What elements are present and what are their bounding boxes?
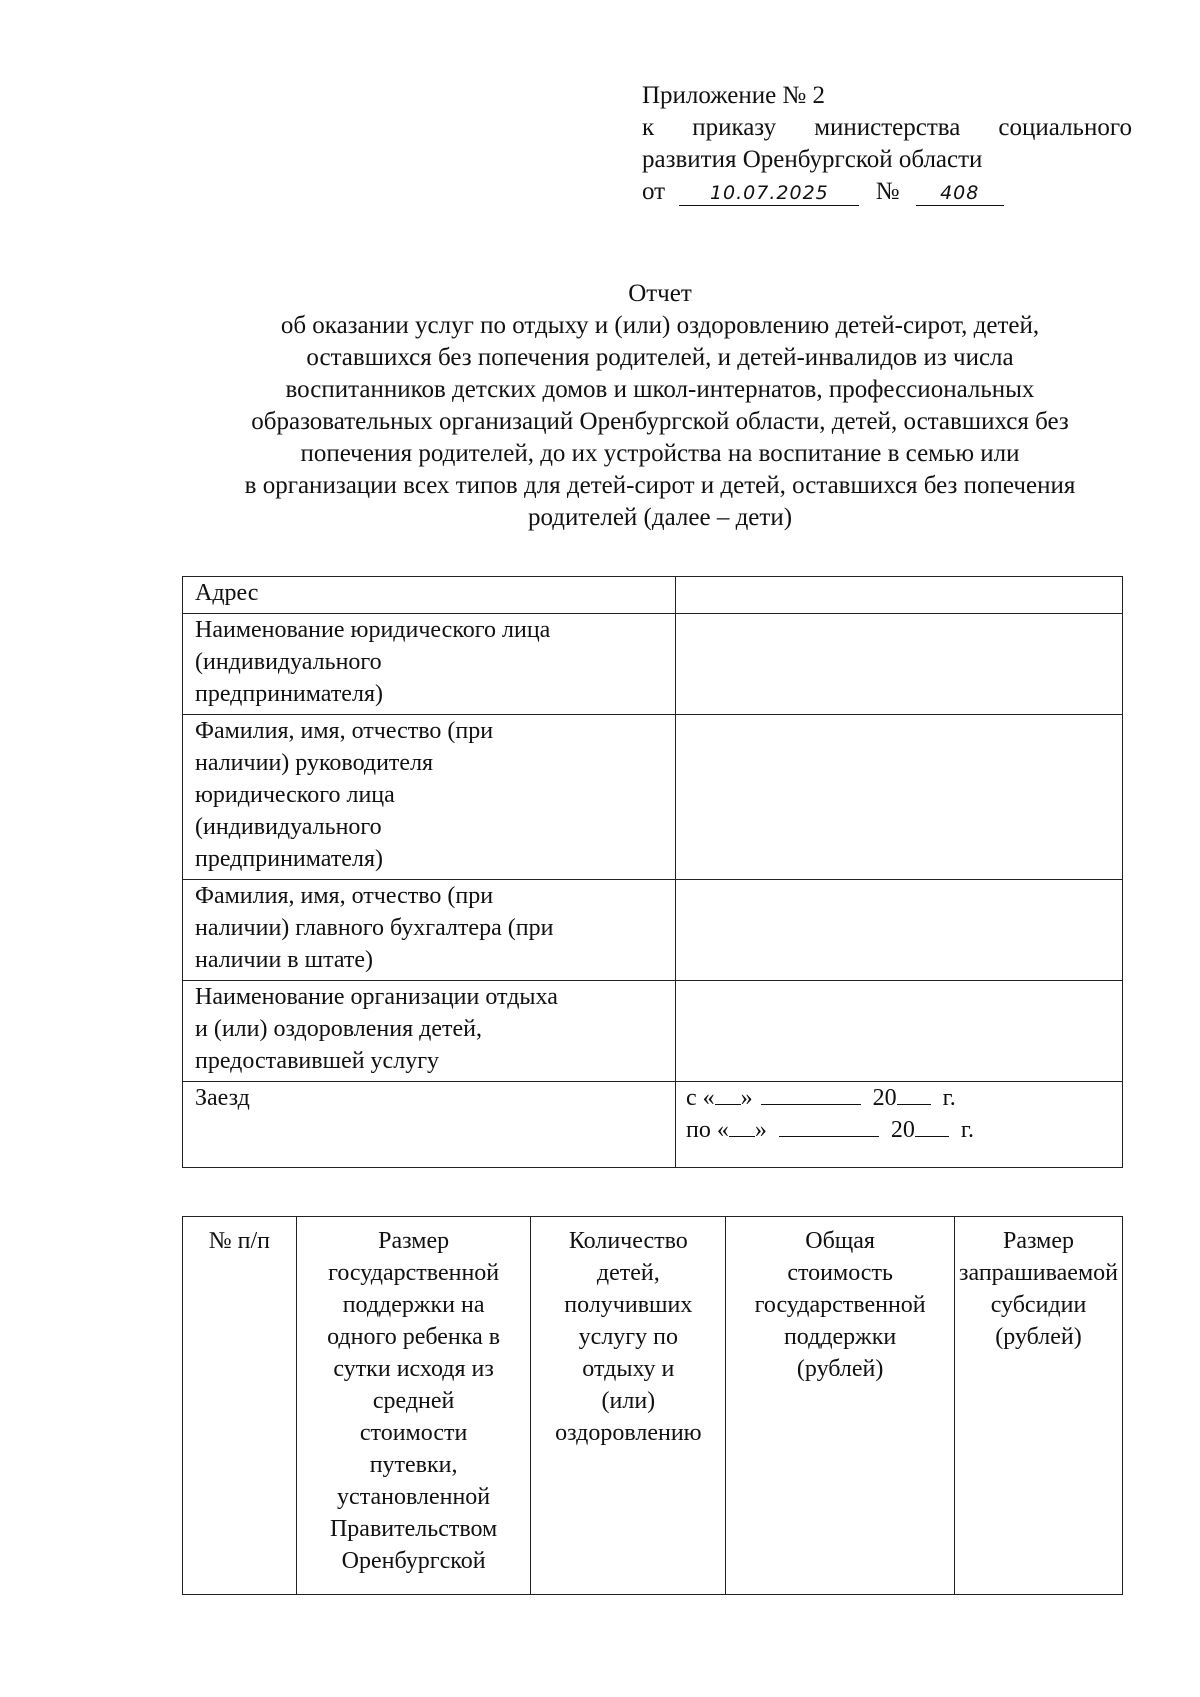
handwritten-date: 10.07.2025 xyxy=(679,181,859,206)
report-subtitle-line: образовательных организаций Оренбургской области, детей, оставшихся без xyxy=(251,408,1069,435)
director-label xyxy=(183,715,676,880)
label-line: Наименование организации отдыха xyxy=(195,984,558,1010)
header-line: одного ребенка в xyxy=(327,1324,501,1350)
day-blank[interactable] xyxy=(715,1082,741,1105)
header-line: № п/п xyxy=(208,1228,270,1254)
quote-close: » xyxy=(754,1117,767,1143)
appendix-word: приказу xyxy=(692,114,777,141)
header-line: установленной xyxy=(337,1484,491,1510)
year-suffix: г. xyxy=(942,1085,956,1111)
table-row xyxy=(183,880,1123,981)
from-prefix: с « xyxy=(686,1085,715,1111)
column-header-number xyxy=(183,1217,297,1595)
table-row xyxy=(183,1082,1123,1168)
header-line: субсидии xyxy=(990,1292,1087,1318)
chief-accountant-field[interactable] xyxy=(676,880,1123,981)
appendix-header xyxy=(642,80,1132,208)
label-line: Адрес xyxy=(195,580,259,606)
date-prefix: от xyxy=(642,178,666,205)
year-blank[interactable] xyxy=(915,1114,949,1137)
header-line: путевки, xyxy=(369,1452,458,1478)
header-line: стоимости xyxy=(359,1420,468,1446)
address-field[interactable] xyxy=(676,577,1123,614)
header-line: услугу по xyxy=(578,1324,678,1350)
label-line: и (или) оздоровления детей, xyxy=(195,1016,482,1042)
handwritten-number: 408 xyxy=(916,181,1004,206)
header-line: Правительством xyxy=(329,1516,498,1542)
table-row xyxy=(183,715,1123,880)
header-line: Общая xyxy=(805,1228,875,1254)
support-summary-table xyxy=(182,1216,1123,1595)
arrival-from-line xyxy=(686,1082,1112,1114)
table-row xyxy=(183,614,1123,715)
label-line: наличии) руководителя xyxy=(195,750,434,776)
header-line: запрашиваемой xyxy=(959,1260,1118,1286)
header-line: детей, xyxy=(596,1260,660,1286)
appendix-date-line xyxy=(642,176,1132,208)
label-line: наличии) главного бухгалтера (при xyxy=(195,915,554,941)
label-line: наличии в штате) xyxy=(195,947,374,973)
label-line: предпринимателя) xyxy=(195,846,383,872)
quote-close: » xyxy=(740,1085,753,1111)
report-subtitle-line: в организации всех типов для детей-сирот и детей, оставшихся без попечения xyxy=(244,472,1076,499)
label-line: Фамилия, имя, отчество (при xyxy=(195,883,494,909)
organization-info-table xyxy=(182,576,1123,1168)
label-line: юридического лица xyxy=(195,782,395,808)
label-line: (индивидуального xyxy=(195,814,382,840)
report-title-block xyxy=(160,278,1160,534)
appendix-word: министерства xyxy=(814,114,961,141)
organization-name-field[interactable] xyxy=(676,981,1123,1082)
header-line: (рублей) xyxy=(995,1324,1082,1350)
report-title: Отчет xyxy=(628,280,692,307)
header-line: государственной xyxy=(328,1260,500,1286)
header-line: поддержки на xyxy=(342,1292,485,1318)
to-prefix: по « xyxy=(686,1117,729,1143)
column-header-subsidy xyxy=(955,1217,1123,1595)
year-prefix: 20 xyxy=(872,1085,897,1111)
header-line: средней xyxy=(372,1388,455,1414)
organization-name-label xyxy=(183,981,676,1082)
arrival-dates-field[interactable] xyxy=(676,1082,1123,1168)
label-line: Наименование юридического лица xyxy=(195,617,551,643)
label-line: предоставившей услугу xyxy=(195,1048,440,1074)
address-label xyxy=(183,577,676,614)
label-line: Фамилия, имя, отчество (при xyxy=(195,718,494,744)
column-header-total-cost xyxy=(726,1217,955,1595)
report-subtitle-line: воспитанников детских домов и школ-интернатов, профессиональных xyxy=(285,376,1035,403)
header-line: сутки исходя из xyxy=(333,1356,494,1382)
header-line: Размер xyxy=(378,1228,450,1254)
arrival-to-line xyxy=(686,1114,1112,1146)
director-field[interactable] xyxy=(676,715,1123,880)
report-subtitle-line: оставшихся без попечения родителей, и детей-инвалидов из числа xyxy=(306,344,1014,371)
legal-entity-label xyxy=(183,614,676,715)
appendix-line-3: развития Оренбургской области xyxy=(642,146,983,173)
header-line: оздоровлению xyxy=(555,1420,702,1446)
report-subtitle-line: об оказании услуг по отдыху и (или) оздоровлению детей-сирот, детей, xyxy=(280,312,1040,339)
month-blank[interactable] xyxy=(761,1082,861,1105)
header-line: отдыху и xyxy=(582,1356,675,1382)
header-line: стоимость xyxy=(787,1260,893,1286)
label-line: Заезд xyxy=(195,1085,250,1111)
report-subtitle-line: попечения родителей, до их устройства на воспитание в семью или xyxy=(300,440,1020,467)
table-row xyxy=(183,981,1123,1082)
appendix-title: Приложение № 2 xyxy=(642,82,826,109)
header-line: Оренбургской xyxy=(341,1548,486,1574)
header-line: Размер xyxy=(1003,1228,1074,1254)
label-line: предпринимателя) xyxy=(195,681,383,707)
year-suffix: г. xyxy=(960,1117,974,1143)
appendix-word: к xyxy=(642,114,655,141)
table-header-row xyxy=(183,1217,1123,1595)
year-prefix: 20 xyxy=(890,1117,915,1143)
header-line: (или) xyxy=(601,1388,656,1414)
table-row xyxy=(183,577,1123,614)
header-line: получивших xyxy=(564,1292,693,1318)
header-line: (рублей) xyxy=(796,1356,884,1382)
year-blank[interactable] xyxy=(897,1082,931,1105)
number-prefix: № xyxy=(875,178,900,205)
day-blank[interactable] xyxy=(729,1114,755,1137)
appendix-line-2 xyxy=(642,112,1132,144)
header-line: Количество xyxy=(568,1228,688,1254)
chief-accountant-label xyxy=(183,880,676,981)
appendix-word: социального xyxy=(998,114,1132,141)
arrival-label xyxy=(183,1082,676,1168)
header-line: поддержки xyxy=(783,1324,897,1350)
header-line: государственной xyxy=(754,1292,926,1318)
report-subtitle-line: родителей (далее – дети) xyxy=(527,504,793,531)
month-blank[interactable] xyxy=(779,1114,879,1137)
column-header-children-count xyxy=(531,1217,726,1595)
column-header-support-per-child xyxy=(296,1217,531,1595)
legal-entity-field[interactable] xyxy=(676,614,1123,715)
label-line: (индивидуального xyxy=(195,649,382,675)
